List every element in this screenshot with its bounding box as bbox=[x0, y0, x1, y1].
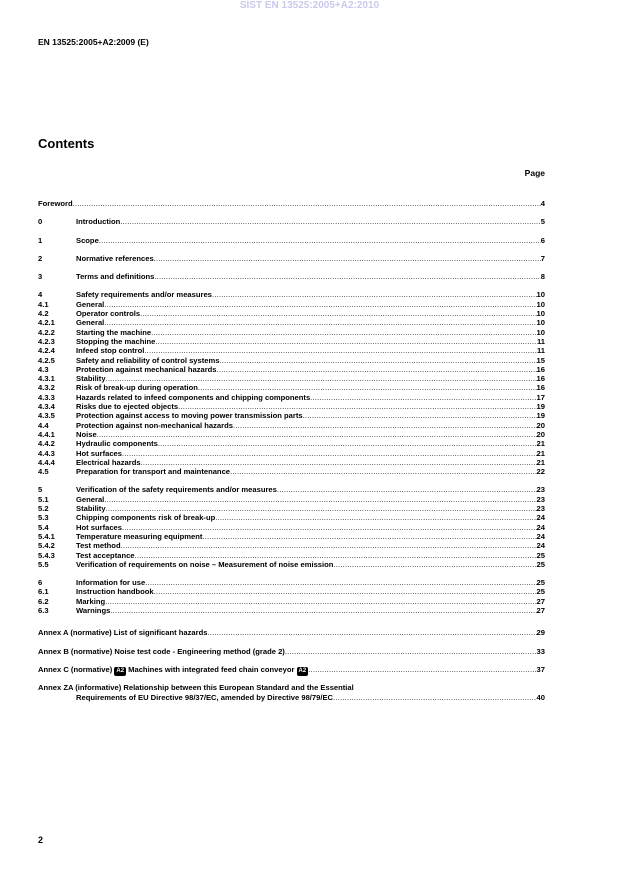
page-column-label: Page bbox=[524, 168, 545, 178]
dot-leader bbox=[215, 513, 536, 522]
toc-entry-title: Noise bbox=[76, 429, 97, 439]
toc-entry[interactable] bbox=[38, 346, 545, 355]
toc-entry-number: 0 bbox=[38, 217, 43, 227]
toc-entry-title: Preparation for transport and maintenance bbox=[76, 467, 231, 477]
toc-entry[interactable] bbox=[38, 523, 545, 532]
toc-entry-page: 7 bbox=[540, 253, 545, 263]
dot-leader bbox=[154, 254, 541, 263]
toc-entry-title: Warnings bbox=[76, 605, 111, 615]
toc-entry-title: Starting the machine bbox=[76, 327, 152, 337]
dot-leader bbox=[308, 661, 536, 679]
toc-entry-page: 5 bbox=[540, 217, 545, 227]
toc-entry-title: Scope bbox=[76, 235, 99, 245]
toc-entry-number: 4.3 bbox=[38, 364, 49, 374]
dot-leader bbox=[333, 693, 537, 703]
toc-entry-title: General bbox=[76, 318, 105, 328]
toc-entry[interactable] bbox=[38, 290, 545, 299]
toc-entry-page: 8 bbox=[540, 272, 545, 282]
dot-leader bbox=[212, 290, 537, 299]
toc-entry-page: 10 bbox=[536, 327, 545, 337]
toc-entry-page: 21 bbox=[536, 448, 545, 458]
document-header: EN 13525:2005+A2:2009 (E) bbox=[38, 37, 149, 47]
dot-leader bbox=[104, 495, 536, 504]
amendment-end-marker-icon: A2 bbox=[298, 667, 307, 674]
toc-entry[interactable] bbox=[38, 439, 545, 448]
toc-entry-number: 5.1 bbox=[38, 494, 49, 504]
toc-entry[interactable] bbox=[38, 421, 545, 430]
toc-entry[interactable] bbox=[38, 402, 545, 411]
toc-entry-number: 4.2.5 bbox=[38, 355, 55, 365]
toc-entry[interactable] bbox=[38, 560, 545, 569]
toc-entry[interactable] bbox=[38, 236, 545, 245]
dot-leader bbox=[207, 624, 536, 642]
toc-entry-title: General bbox=[76, 494, 105, 504]
toc-entry-title: Operator controls bbox=[76, 309, 141, 319]
dot-leader bbox=[219, 356, 536, 365]
toc-entry-title: General bbox=[76, 299, 105, 309]
toc-entry-annex-za[interactable] bbox=[38, 683, 545, 693]
toc-entry-title: Stability bbox=[76, 374, 106, 384]
toc-entry-title: Protection against mechanical hazards bbox=[76, 364, 217, 374]
toc-entry-page: 10 bbox=[536, 290, 545, 300]
toc-entry[interactable] bbox=[38, 411, 545, 420]
toc-entry-page: 19 bbox=[536, 402, 545, 412]
dot-leader bbox=[144, 346, 537, 355]
toc-entry-number: 4.3.1 bbox=[38, 374, 55, 384]
toc-entry-number: 4.4.3 bbox=[38, 448, 55, 458]
dot-leader bbox=[277, 485, 537, 494]
toc-entry[interactable] bbox=[38, 606, 545, 615]
toc-entry[interactable] bbox=[38, 467, 545, 476]
toc-entry-page: 24 bbox=[536, 541, 545, 551]
toc-entry-number: 5.4.3 bbox=[38, 550, 55, 560]
toc-entry-number: 4.4 bbox=[38, 420, 49, 430]
toc-entry[interactable] bbox=[38, 356, 545, 365]
toc-entry-page: 16 bbox=[536, 374, 545, 384]
watermark: SIST EN 13525:2005+A2:2010 bbox=[239, 0, 380, 11]
toc-entry-annex-c[interactable] bbox=[38, 661, 545, 679]
toc-entry-page: 25 bbox=[536, 587, 545, 597]
toc-entry-number: 3 bbox=[38, 272, 43, 282]
toc-entry-number: 6.1 bbox=[38, 587, 49, 597]
toc-entry-title: Electrical hazards bbox=[76, 457, 141, 467]
annex-title: Machines with integrated feed chain conveyor bbox=[126, 664, 297, 674]
toc-entry-page: 20 bbox=[536, 429, 545, 439]
toc-entry-title: Hot surfaces bbox=[76, 522, 123, 532]
toc-entry-page: 24 bbox=[536, 513, 545, 523]
toc-entry-page: 40 bbox=[536, 693, 545, 703]
toc-entry-number: 6.2 bbox=[38, 596, 49, 606]
toc-entry-annex-b[interactable] bbox=[38, 643, 545, 661]
toc-entry-page: 24 bbox=[536, 522, 545, 532]
toc-entry-page: 4 bbox=[540, 199, 545, 208]
toc-entry-page: 23 bbox=[536, 504, 545, 514]
toc-entry-page: 21 bbox=[536, 439, 545, 449]
toc-entry-page: 10 bbox=[536, 318, 545, 328]
toc-entry-page: 19 bbox=[536, 411, 545, 421]
toc-entry-page: 23 bbox=[536, 494, 545, 504]
dot-leader bbox=[106, 374, 537, 383]
toc-entry-number: 5.4.1 bbox=[38, 531, 55, 541]
toc-entry-title: Protection against access to moving power transmission parts bbox=[76, 411, 303, 421]
toc-entry[interactable] bbox=[38, 597, 545, 606]
toc-entry[interactable] bbox=[38, 254, 545, 263]
toc-entry[interactable] bbox=[38, 578, 545, 587]
toc-entry-page: 10 bbox=[536, 309, 545, 319]
toc-entry-page: 22 bbox=[536, 467, 545, 477]
toc-entry-title: Protection against non-mechanical hazards bbox=[76, 420, 233, 430]
dot-leader bbox=[120, 217, 540, 226]
dot-leader bbox=[104, 300, 536, 309]
toc-entry[interactable] bbox=[38, 272, 545, 281]
dot-leader bbox=[285, 643, 537, 661]
toc-entry-page: 23 bbox=[536, 485, 545, 495]
toc-entry-title: Hydraulic components bbox=[76, 439, 158, 449]
dot-leader bbox=[106, 504, 537, 513]
toc-entry-page: 29 bbox=[536, 628, 545, 638]
toc-entry-title: Risks due to ejected objects bbox=[76, 402, 179, 412]
dot-leader bbox=[122, 449, 537, 458]
toc-entry-number: 4.5 bbox=[38, 467, 49, 477]
toc-entry-number: 5.2 bbox=[38, 504, 49, 514]
toc-entry-number: 5.3 bbox=[38, 513, 49, 523]
toc-entry-number: 4.3.4 bbox=[38, 402, 55, 412]
toc-entry-title: Foreword bbox=[38, 199, 73, 208]
toc-entry-number: 6 bbox=[38, 578, 43, 588]
toc-entry-page: 33 bbox=[536, 646, 545, 656]
dot-leader bbox=[121, 541, 537, 550]
dot-leader bbox=[99, 236, 541, 245]
toc-group bbox=[38, 578, 545, 615]
toc-entry-title: Annex B (normative) Noise test code - Engineering method (grade 2) bbox=[38, 646, 285, 656]
toc-entry-page: 6 bbox=[540, 235, 545, 245]
toc-entry[interactable] bbox=[38, 393, 545, 402]
toc-entry[interactable] bbox=[38, 374, 545, 383]
toc-group bbox=[38, 217, 545, 226]
dot-leader bbox=[198, 383, 537, 392]
toc-entry-number: 4.2.4 bbox=[38, 346, 55, 356]
toc-entry-title bbox=[38, 661, 308, 679]
toc-entry[interactable] bbox=[38, 337, 545, 346]
toc-entry[interactable] bbox=[38, 551, 545, 560]
toc-entry-title: Annex A (normative) List of significant hazards bbox=[38, 628, 208, 638]
toc-entry-number: 4.4.2 bbox=[38, 439, 55, 449]
dot-leader bbox=[97, 430, 537, 439]
dot-leader bbox=[154, 587, 537, 596]
toc-entry-number: 5 bbox=[38, 485, 43, 495]
toc-entry[interactable] bbox=[38, 300, 545, 309]
toc-entry-number: 4.4.1 bbox=[38, 429, 55, 439]
toc-entry-page: 24 bbox=[536, 531, 545, 541]
dot-leader bbox=[110, 606, 536, 615]
toc-entry-page: 11 bbox=[536, 336, 545, 346]
toc-entry[interactable] bbox=[38, 485, 545, 494]
toc-entry[interactable] bbox=[38, 383, 545, 392]
dot-leader bbox=[105, 597, 536, 606]
toc-entry-title: Hot surfaces bbox=[76, 448, 123, 458]
toc-entry-title: Normative references bbox=[76, 253, 154, 263]
dot-leader bbox=[151, 328, 536, 337]
toc-entry-annex-a[interactable] bbox=[38, 624, 545, 642]
toc-entry-page: 37 bbox=[536, 664, 545, 674]
toc-entry-title: Infeed stop control bbox=[76, 346, 145, 356]
toc-group bbox=[38, 272, 545, 281]
dot-leader bbox=[178, 402, 536, 411]
toc-entry-title: Test acceptance bbox=[76, 550, 135, 560]
toc-entry-page: 11 bbox=[536, 346, 545, 356]
dot-leader bbox=[233, 421, 537, 430]
dot-leader bbox=[310, 393, 536, 402]
dot-leader bbox=[230, 467, 537, 476]
dot-leader bbox=[217, 365, 537, 374]
toc-entry-number: 5.4 bbox=[38, 522, 49, 532]
toc-entry-number: 4.2.1 bbox=[38, 318, 55, 328]
dot-leader bbox=[104, 318, 536, 327]
toc-entry[interactable] bbox=[38, 318, 545, 327]
dot-leader bbox=[333, 560, 536, 569]
dot-leader bbox=[158, 439, 537, 448]
toc-entry[interactable] bbox=[38, 504, 545, 513]
toc-entry-title: Hazards related to infeed components and chipping components bbox=[76, 392, 311, 402]
toc-entry-annex-za-cont[interactable] bbox=[38, 693, 545, 703]
toc-group bbox=[38, 199, 545, 208]
toc-entry[interactable] bbox=[38, 365, 545, 374]
toc-entry-title: Risk of break-up during operation bbox=[76, 383, 198, 393]
toc-entry-number: 4.2 bbox=[38, 309, 49, 319]
dot-leader bbox=[135, 551, 537, 560]
toc-entry-page: 17 bbox=[536, 392, 545, 402]
toc-entry-page: 25 bbox=[536, 559, 545, 569]
dot-leader bbox=[73, 199, 541, 208]
toc-entry-title: Stability bbox=[76, 504, 106, 514]
toc-entry-number: 4.4.4 bbox=[38, 457, 55, 467]
toc-entry[interactable] bbox=[38, 449, 545, 458]
toc-annexes bbox=[38, 624, 545, 703]
toc-entry[interactable] bbox=[38, 587, 545, 596]
toc-group bbox=[38, 254, 545, 263]
toc-entry-page: 27 bbox=[536, 605, 545, 615]
toc-entry-title: Information for use bbox=[76, 578, 146, 588]
toc-entry[interactable] bbox=[38, 199, 545, 208]
page-title: Contents bbox=[38, 136, 95, 151]
toc-entry-page: 27 bbox=[536, 596, 545, 606]
toc-group bbox=[38, 236, 545, 245]
toc-entry[interactable] bbox=[38, 532, 545, 541]
toc-entry-number: 6.3 bbox=[38, 605, 49, 615]
toc-entry-page: 25 bbox=[536, 578, 545, 588]
toc-entry-title: Stopping the machine bbox=[76, 336, 156, 346]
toc-entry[interactable] bbox=[38, 541, 545, 550]
toc-entry-page: 15 bbox=[536, 355, 545, 365]
toc-entry[interactable] bbox=[38, 217, 545, 226]
toc-entry-title: Verification of requirements on noise – Measurement of noise emission bbox=[76, 559, 334, 569]
amendment-start-marker-icon: A2 bbox=[116, 667, 125, 674]
dot-leader bbox=[141, 458, 537, 467]
toc-entry-page: 16 bbox=[536, 383, 545, 393]
toc-entry-number: 4.3.2 bbox=[38, 383, 55, 393]
toc-sections bbox=[38, 199, 545, 615]
toc-entry-number: 4.3.3 bbox=[38, 392, 55, 402]
dot-leader bbox=[145, 578, 536, 587]
toc-entry-number: 4.3.5 bbox=[38, 411, 55, 421]
toc-group bbox=[38, 290, 545, 476]
toc-entry-title: Chipping components risk of break-up bbox=[76, 513, 216, 523]
toc-entry-number: 5.5 bbox=[38, 559, 49, 569]
dot-leader bbox=[154, 272, 540, 281]
toc-entry-title: Requirements of EU Directive 98/37/EC, amended by Directive 98/79/EC bbox=[76, 693, 334, 703]
toc-entry[interactable] bbox=[38, 513, 545, 522]
toc-entry[interactable] bbox=[38, 328, 545, 337]
toc-entry-title: Annex ZA (informative) Relationship between this European Standard and the Essential bbox=[38, 683, 354, 693]
toc-entry[interactable] bbox=[38, 495, 545, 504]
toc-entry-page: 21 bbox=[536, 457, 545, 467]
dot-leader bbox=[202, 532, 536, 541]
toc-entry-page: 10 bbox=[536, 299, 545, 309]
toc-entry-number: 4 bbox=[38, 290, 43, 300]
toc-entry-title: Verification of the safety requirements and/or measures bbox=[76, 485, 277, 495]
toc-entry-number: 4.1 bbox=[38, 299, 49, 309]
toc-entry-title: Safety and reliability of control systems bbox=[76, 355, 220, 365]
toc-entry-page: 25 bbox=[536, 550, 545, 560]
dot-leader bbox=[122, 523, 537, 532]
toc-entry-page: 20 bbox=[536, 420, 545, 430]
toc-entry[interactable] bbox=[38, 430, 545, 439]
dot-leader bbox=[303, 411, 537, 420]
toc-entry-number: 4.2.2 bbox=[38, 327, 55, 337]
toc-entry-number: 2 bbox=[38, 253, 43, 263]
toc-entry-title: Safety requirements and/or measures bbox=[76, 290, 212, 300]
toc-entry-title: Terms and definitions bbox=[76, 272, 155, 282]
toc-entry-title: Marking bbox=[76, 596, 106, 606]
table-of-contents bbox=[38, 199, 545, 703]
toc-entry[interactable] bbox=[38, 458, 545, 467]
toc-entry-title: Introduction bbox=[76, 217, 121, 227]
toc-group bbox=[38, 485, 545, 569]
dot-leader bbox=[155, 337, 537, 346]
dot-leader bbox=[140, 309, 536, 318]
page-number: 2 bbox=[38, 835, 44, 845]
toc-entry-page: 16 bbox=[536, 364, 545, 374]
toc-entry-number: 1 bbox=[38, 235, 43, 245]
toc-entry-title: Test method bbox=[76, 541, 121, 551]
annex-label: Annex C (normative) bbox=[38, 664, 115, 674]
toc-entry-number: 5.4.2 bbox=[38, 541, 55, 551]
toc-entry-title: Instruction handbook bbox=[76, 587, 154, 597]
toc-entry-title: Temperature measuring equipment bbox=[76, 531, 203, 541]
toc-entry-number: 4.2.3 bbox=[38, 336, 55, 346]
toc-entry[interactable] bbox=[38, 309, 545, 318]
